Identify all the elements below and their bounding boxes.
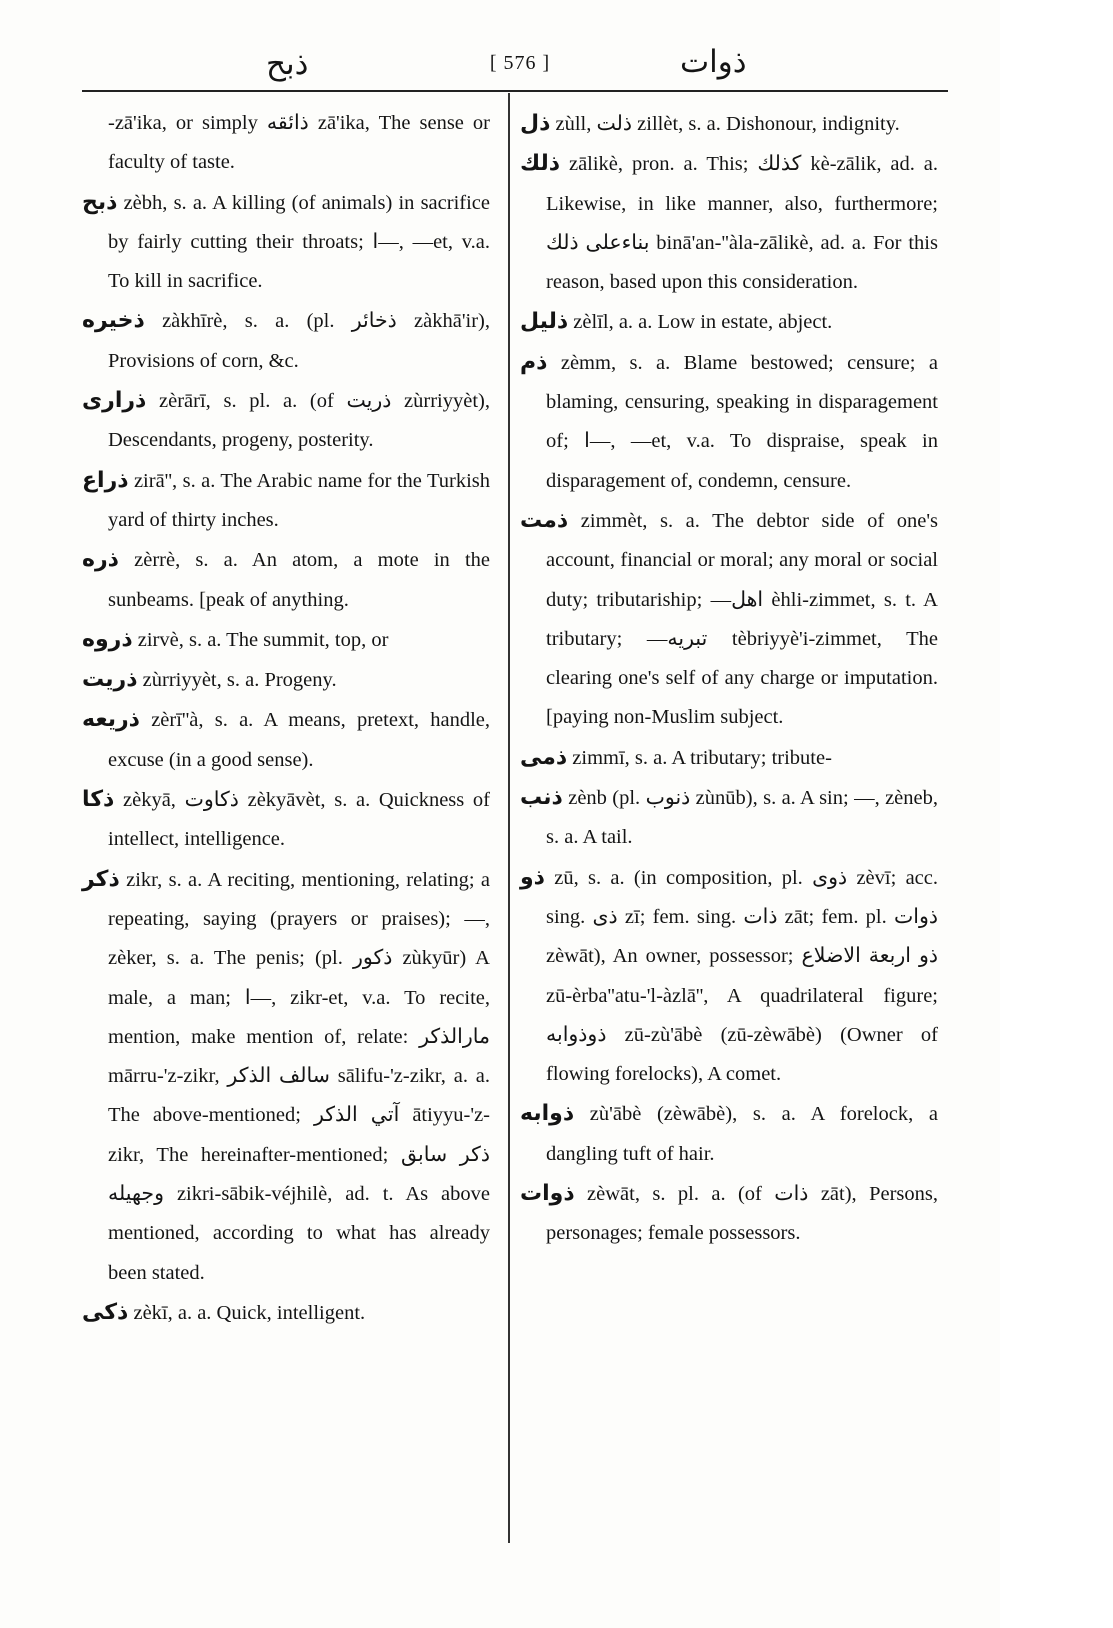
entry-text: zèlīl, a. a. Low in estate, abject. <box>573 311 833 334</box>
entry-headword: ذكا <box>82 787 115 813</box>
entry-headword: ذمى <box>520 744 568 770</box>
dictionary-entry <box>82 860 490 1293</box>
dictionary-entry <box>82 301 490 381</box>
dictionary-entry <box>82 1293 490 1333</box>
dictionary-entry <box>82 183 490 302</box>
entry-text: zikr, s. a. A reciting, mentioning, relating; a repeating, saying (prayers or praises); —, zèker, s. a. The penis; (pl. ذكور zùkyūr) A male, a man; ا—, zikr-et, v.a. To recite, mention, make mention of, relate: مارالذكر mārru-'z-zikr, سالف الذكر sālifu-'z-zikr, a. a. The above-mentioned; آتي الذكر ātiyyu-'z-zikr, The hereinafter-mentioned; ذكر سابق وجهيله zikri-sābik-véjhilè, ad. t. As above mentioned, according to what has already been stated. <box>108 868 491 1284</box>
header-right-word: ذوات <box>680 44 747 79</box>
entry-text: -zā'ika, or simply ذائقه zā'ika, The sense or faculty of taste. <box>108 112 491 174</box>
dictionary-entry <box>520 104 938 144</box>
entry-text: zèmm, s. a. Blame bestowed; censure; a blaming, censuring, speaking in disparagement of; ا—, —et, v.a. To dispraise, speak in disparagement of, condemn, censure. <box>546 351 939 492</box>
entry-text: zù'ābè (zèwābè), s. a. A forelock, a dangling tuft of hair. <box>546 1103 939 1165</box>
right-column <box>520 104 938 1254</box>
dictionary-entry <box>82 104 490 183</box>
entry-text: zèbh, s. a. A killing (of animals) in sacrifice by fairly cutting their throats; ا—, —et, v.a. To kill in sacrifice. <box>108 191 491 293</box>
entry-text: zèrrè, s. a. An atom, a mote in the sunbeams. [peak of anything. <box>108 549 490 611</box>
entry-text: zālikè, pron. a. This; كذلك kè-zālik, ad. a. Likewise, in like manner, also, furthermore; بناءعلى ذلك binā'an-''àla-zālikè, ad. a. For this reason, based upon this consideration. <box>546 153 939 294</box>
dictionary-entry <box>82 381 490 461</box>
entry-text: zū, s. a. (in composition, pl. ذوى zèvī; acc. sing. ذى zī; fem. sing. ذات zāt; fem. pl. ذوات zèwāt), An owner, possessor; ذو اربعة الاضلاع zū-èrba''atu-'l-àzlā'', A quadrilateral figure; ذوذوابه zū-zù'ābè (zū-zèwābè) (Owner of flowing forelocks), A comet. <box>546 866 938 1086</box>
dictionary-entry <box>82 461 490 541</box>
entry-headword: ذبح <box>82 189 118 215</box>
header-rule <box>82 90 948 92</box>
dictionary-entry <box>520 1094 938 1174</box>
entry-headword: ذم <box>520 349 548 375</box>
entry-headword: ذلك <box>520 151 561 177</box>
entry-headword: ذراع <box>82 467 129 493</box>
entry-headword: ذو <box>520 864 545 890</box>
dictionary-entry <box>82 620 490 660</box>
dictionary-entry <box>520 778 938 858</box>
entry-text: zàkhīrè, s. a. (pl. ذخائر zàkhā'ir), Provisions of corn, &c. <box>108 310 491 372</box>
entry-text: zùll, ذلت zillèt, s. a. Dishonour, indignity. <box>555 113 900 135</box>
entry-headword: ذراری <box>82 388 147 414</box>
entry-text: zirvè, s. a. The summit, top, or <box>137 628 389 651</box>
dictionary-entry <box>520 343 938 501</box>
dictionary-entry <box>520 302 938 342</box>
left-column <box>82 104 490 1333</box>
entry-headword: ذريعه <box>82 707 140 733</box>
scan-margin <box>1000 0 1113 1628</box>
entry-headword: ذوات <box>520 1181 575 1207</box>
dictionary-entry <box>82 700 490 780</box>
entry-headword: ذنب <box>520 785 563 811</box>
entry-headword: ذروه <box>82 626 133 652</box>
entry-headword: ذره <box>82 547 119 573</box>
dictionary-entry <box>520 858 938 1095</box>
dictionary-entry <box>82 540 490 620</box>
entry-headword: ذوابه <box>520 1101 575 1127</box>
entry-text: zènb (pl. ذنوب zùnūb), s. a. A sin; —, zèneb, s. a. A tail. <box>546 787 938 849</box>
entry-headword: ذكى <box>82 1299 129 1325</box>
entry-text: zèrī''à, s. a. A means, pretext, handle, excuse (in a good sense). <box>108 709 490 771</box>
dictionary-entry <box>82 660 490 700</box>
entry-text: zèwāt, s. pl. a. (of ذات zāt), Persons, personages; female possessors. <box>546 1183 938 1245</box>
entry-text: zèkī, a. a. Quick, intelligent. <box>133 1301 366 1324</box>
entry-text: zèrārī, s. pl. a. (of ذريت zùrriyyèt), Descendants, progeny, posterity. <box>108 390 490 452</box>
entry-headword: ذخيره <box>82 308 145 334</box>
entry-headword: ذليل <box>520 309 569 335</box>
page-number: [ 576 ] <box>489 52 551 74</box>
entry-text: zimmèt, s. a. The debtor side of one's account, financial or moral; any moral or social duty; tributariship; —اهل èhli-zimmet, s. t. A tributary; —تبريه tèbriyyè'i-zimmet, The clearing one's self of any charge or imputation. [paying non-Muslim subject. <box>546 509 938 729</box>
dictionary-entry <box>82 780 490 860</box>
dictionary-entry <box>520 144 938 302</box>
dictionary-entry <box>520 738 938 778</box>
entry-text: zirā'', s. a. The Arabic name for the Turkish yard of thirty inches. <box>108 469 490 531</box>
page-header <box>80 44 948 92</box>
entry-headword: ذكر <box>82 866 120 892</box>
entry-headword: ذل <box>520 111 551 136</box>
entry-text: zùrriyyèt, s. a. Progeny. <box>142 669 337 692</box>
entry-text: zimmī, s. a. A tributary; tribute- <box>572 746 832 769</box>
column-divider <box>508 93 510 1543</box>
dictionary-entry <box>520 501 938 738</box>
header-left-word: ذبح <box>266 46 309 81</box>
entry-text: zèkyā, ذكاوت zèkyāvèt, s. a. Quickness of intellect, intelligence. <box>108 789 490 851</box>
entry-headword: ذريت <box>82 667 138 693</box>
dictionary-entry <box>520 1174 938 1254</box>
entry-headword: ذمت <box>520 507 569 533</box>
